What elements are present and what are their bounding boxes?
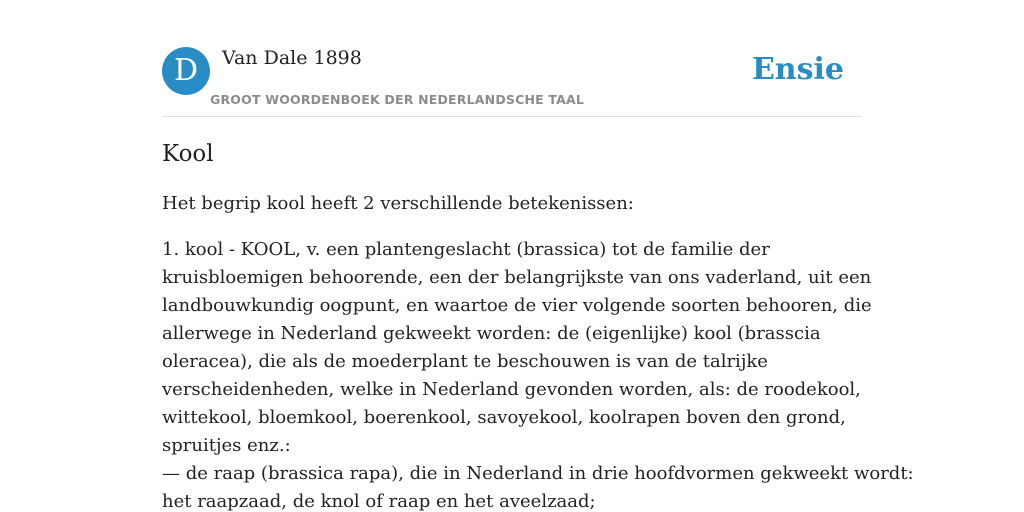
definition-text bbox=[162, 236, 914, 512]
source-subtitle: GROOT WOORDENBOEK DER NEDERLANDSCHE TAAL bbox=[210, 92, 585, 107]
header bbox=[162, 46, 862, 117]
definition-line: wittekool, bloemkool, boerenkool, savoyekool, koolrapen boven den grond, bbox=[162, 407, 846, 428]
definition-line: allerwege in Nederland gekweekt worden: de (eigenlijke) kool (brasscia bbox=[162, 323, 821, 344]
definition-line: het raapzaad, de knol of raap en het aveelzaad; bbox=[162, 491, 596, 512]
source-avatar[interactable]: D bbox=[162, 47, 210, 95]
entry-intro: Het begrip kool heeft 2 verschillende betekenissen: bbox=[162, 193, 634, 214]
definition-line: kruisbloemigen behoorende, een der belangrijkste van ons vaderland, uit een bbox=[162, 267, 872, 288]
brand-logo-link[interactable]: Ensie bbox=[751, 52, 844, 87]
definition-line: 1. kool - KOOL, v. een plantengeslacht (brassica) tot de familie der bbox=[162, 239, 770, 260]
entry-content bbox=[162, 138, 914, 512]
definition-line: landbouwkundig oogpunt, en waartoe de vier volgende soorten behooren, die bbox=[162, 295, 872, 316]
definition-line: — de raap (brassica rapa), die in Nederland in drie hoofdvormen gekweekt wordt: bbox=[162, 463, 914, 484]
definition-line: oleracea), die als de moederplant te beschouwen is van de talrijke bbox=[162, 351, 768, 372]
entry-title: Kool bbox=[162, 141, 214, 167]
definition-line: spruitjes enz.: bbox=[162, 435, 291, 456]
definition-line: verscheidenheden, welke in Nederland gevonden worden, als: de roodekool, bbox=[162, 379, 861, 400]
source-title[interactable]: Van Dale 1898 bbox=[222, 47, 362, 69]
